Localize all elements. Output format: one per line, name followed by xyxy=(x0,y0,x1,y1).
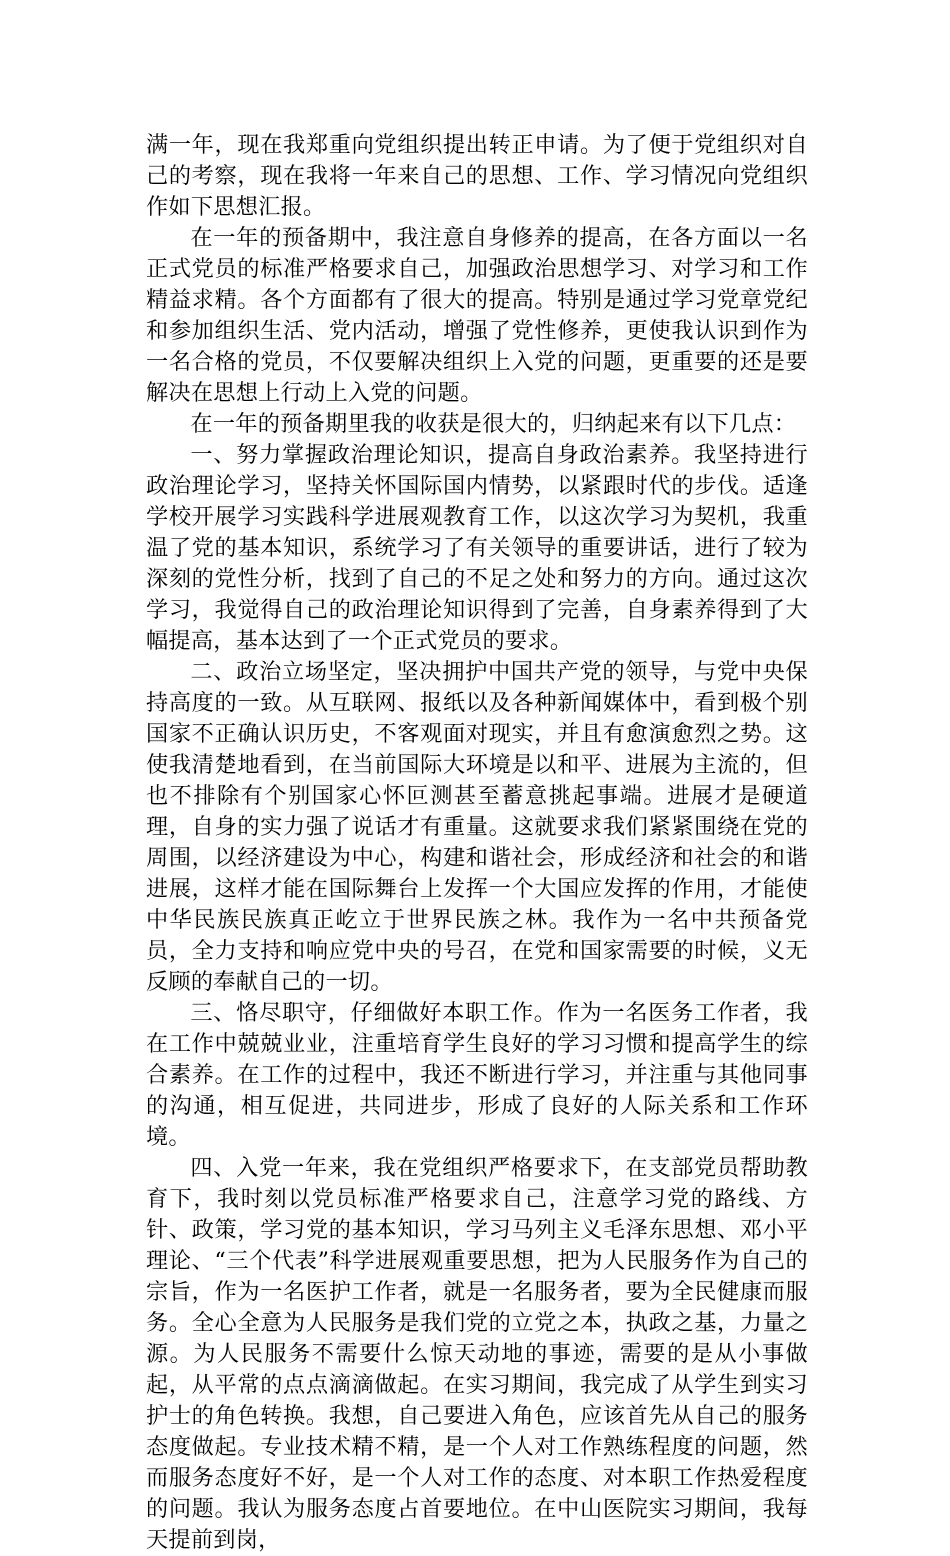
paragraph-summary-lead: 在一年的预备期里我的收获是很大的，归纳起来有以下几点： xyxy=(190,411,797,437)
paragraph-point-four: 四、入党一年来，我在党组织严格要求下，在支部党员帮助教育下，我时刻以党员标准严格要求自己，注意学习党的路线、方针、政策，学习党的基本知识，学习马列主义毛泽东思想、邓小平理论、“三个代表”科学进展观重要思想，把为人民服务作为自己的宗旨，作为一名医护工作者，就是一名服务者，要为全民健康而服务。全心全意为人民服务是我们党的立党之本，执政之基，力量之源。为人民服务不需要什么惊天动地的事迹，需要的是从小事做起，从平常的点点滴滴做起。在实习期间，我完成了从学生到实习护士的角色转换。我想，自己要进入角色，应该首先从自己的服务态度做起。专业技术精不精，是一个人对工作熟练程度的问题，然而服务态度好不好，是一个人对工作的态度、对本职工作热爱程度的问题。我认为服务态度占首要地位。在中山医院实习期间，我每天提前到岗， xyxy=(146,1155,808,1553)
paragraph-point-one: 一、努力掌握政治理论知识，提高自身政治素养。我坚持进行政治理论学习，坚持关怀国际国内情势，以紧跟时代的步伐。适逢学校开展学习实践科学进展观教育工作，以这次学习为契机，我重温了党的基本知识，系统学习了有关领导的重要讲话，进行了较为深刻的党性分析，找到了自己的不足之处和努力的方向。通过这次学习，我觉得自己的政治理论知识得到了完善，自身素养得到了大幅提高，基本达到了一个正式党员的要求。 xyxy=(146,442,808,654)
paragraph-point-two: 二、政治立场坚定，坚决拥护中国共产党的领导，与党中央保持高度的一致。从互联网、报纸以及各种新闻媒体中，看到极个别国家不正确认识历史，不客观面对现实，并且有愈演愈烈之势。这使我清楚地看到，在当前国际大环境是以和平、进展为主流的，但也不排除有个别国家心怀叵测甚至蓄意挑起事端。进展才是硬道理，自身的实力强了说话才有重量。这就要求我们紧紧围绕在党的周围，以经济建设为中心，构建和谐社会，形成经济和社会的和谐进展，这样才能在国际舞台上发挥一个大国应发挥的作用，才能使中华民族民族真正屹立于世界民族之林。我作为一名中共预备党员，全力支持和响应党中央的号召，在党和国家需要的时候，义无反顾的奉献自己的一切。 xyxy=(146,659,808,995)
document-page xyxy=(146,130,808,1556)
paragraph-intro: 满一年，现在我郑重向党组织提出转正申请。为了便于党组织对自己的考察，现在我将一年来自己的思想、工作、学习情况向党组织作如下思想汇报。 xyxy=(146,132,808,220)
paragraph-probation-reflection: 在一年的预备期中，我注意自身修养的提高，在各方面以一名正式党员的标准严格要求自己，加强政治思想学习、对学习和工作精益求精。各个方面都有了很大的提高。特别是通过学习党章党纪和参加组织生活、党内活动，增强了党性修养，更使我认识到作为一名合格的党员，不仅要解决组织上入党的问题，更重要的还是要解决在思想上行动上入党的问题。 xyxy=(146,225,808,406)
paragraph-point-three: 三、恪尽职守，仔细做好本职工作。作为一名医务工作者，我在工作中兢兢业业，注重培育学生良好的学习习惯和提高学生的综合素养。在工作的过程中，我还不断进行学习，并注重与其他同事的沟通，相互促进，共同进步，形成了良好的人际关系和工作环境。 xyxy=(146,1000,808,1150)
